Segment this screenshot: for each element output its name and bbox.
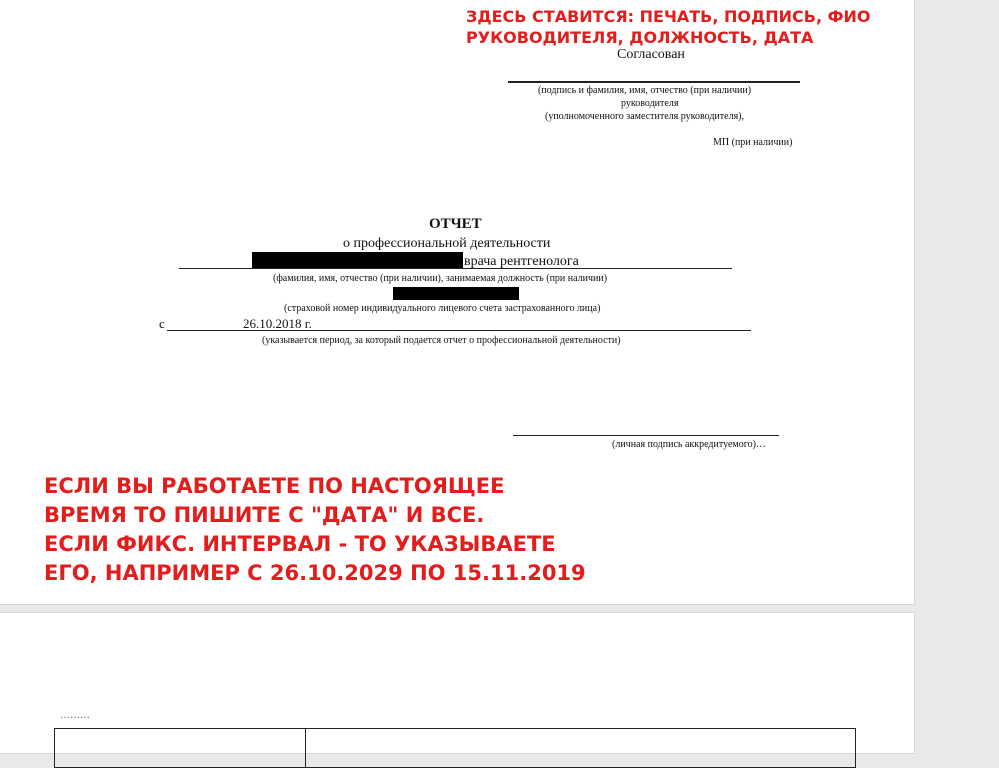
- caption-signature: (личная подпись аккредитуемого)…: [612, 439, 766, 450]
- redacted-name: [252, 252, 463, 268]
- period-date: 26.10.2018 г.: [243, 316, 312, 331]
- position-text: , врача рентгенолога: [457, 254, 579, 269]
- report-title: ОТЧЕТ: [429, 216, 482, 232]
- annotation-bottom-line1: ЕСЛИ ВЫ РАБОТАЕТЕ ПО НАСТОЯЩЕЕ: [44, 474, 505, 498]
- caption-name: (фамилия, имя, отчество (при наличии), занимаемая должность (при наличии): [273, 273, 608, 284]
- approval-caption-2: руководителя: [621, 98, 679, 109]
- annotation-top-line1: ЗДЕСЬ СТАВИТСЯ: ПЕЧАТЬ, ПОДПИСЬ, ФИО: [466, 7, 871, 26]
- approval-caption-1: (подпись и фамилия, имя, отчество (при наличии): [538, 85, 752, 96]
- redacted-snils: [393, 287, 519, 300]
- annotation-top-line2: РУКОВОДИТЕЛЯ, ДОЛЖНОСТЬ, ДАТА: [466, 28, 814, 47]
- caption-period: (указывается период, за который подается отчет о профессиональной деятельности): [262, 335, 621, 346]
- approval-caption-3: (уполномоченного заместителя руководителя),: [545, 111, 745, 122]
- approval-signature-line: [508, 81, 800, 83]
- report-subtitle: о профессиональной деятельности: [343, 236, 551, 251]
- annotation-bottom-line3: ЕСЛИ ФИКС. ИНТЕРВАЛ - ТО УКАЗЫВАЕТЕ: [44, 532, 556, 556]
- page2-dots: ………: [60, 710, 90, 721]
- annotation-bottom-line2: ВРЕМЯ ТО ПИШИТЕ С "ДАТА" И ВСЕ.: [44, 503, 485, 527]
- personal-signature-line: [513, 435, 779, 436]
- table-column-divider: [305, 729, 306, 767]
- caption-snils: (страховой номер индивидуального лицевого счета застрахованного лица): [284, 303, 601, 314]
- stamp-label: МП (при наличии): [713, 137, 793, 148]
- annotation-bottom-line4: ЕГО, НАПРИМЕР С 26.10.2029 ПО 15.11.2019: [44, 561, 586, 585]
- period-prefix: с: [159, 316, 165, 331]
- annotation-bottom: [44, 472, 586, 588]
- page2-table: [54, 728, 856, 768]
- name-line: [179, 268, 732, 269]
- annotation-top: [466, 6, 870, 48]
- approval-heading: Согласован: [617, 47, 685, 62]
